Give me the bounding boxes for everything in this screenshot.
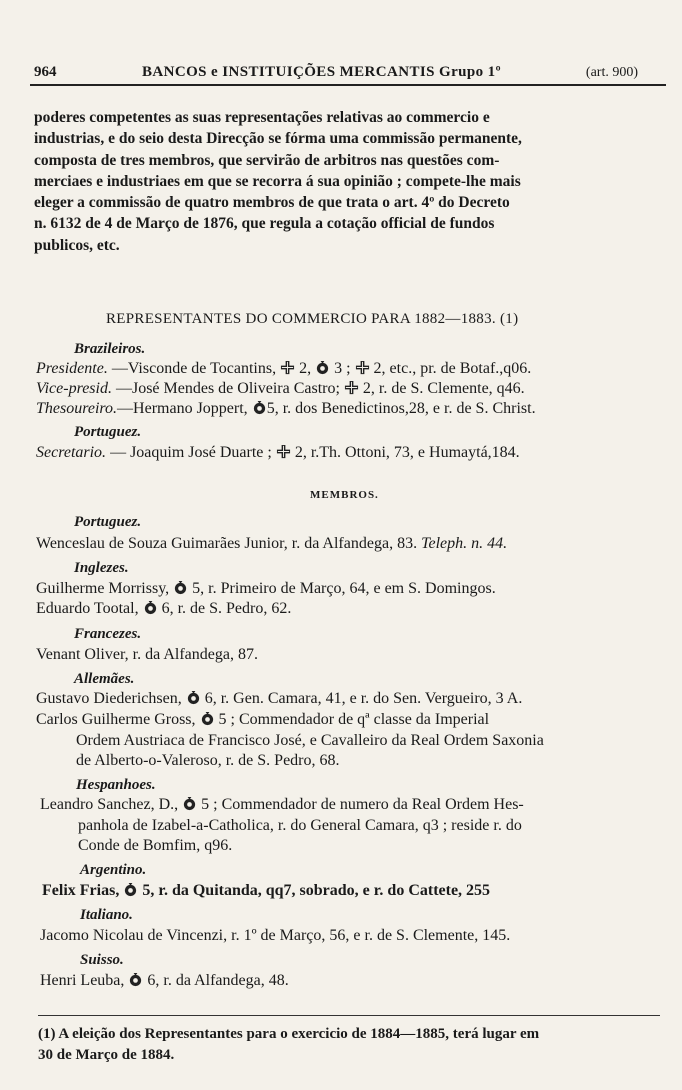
order-of-christ-cross-icon bbox=[355, 360, 370, 375]
intro-line: poderes competentes as suas representações relativas ao commercio e bbox=[34, 109, 490, 126]
section-title: REPRESENTANTES DO COMMERCIO PARA 1882—1883. (1) bbox=[106, 311, 519, 327]
nation-heading-hespanhoes: Hespanhoes. bbox=[76, 777, 156, 793]
member-frias: Felix Frias, 5, r. da Quitanda, qq7, sobrado, e r. do Cattete, 255 bbox=[42, 882, 491, 899]
role-label: Presidente. bbox=[36, 360, 108, 377]
member-oliver: Venant Oliver, r. da Alfandega, 87. bbox=[36, 646, 258, 663]
intro-line: eleger a commissão de quatro membros de que trata o art. 4º do Decreto bbox=[34, 194, 510, 212]
order-of-the-rose-icon bbox=[200, 711, 215, 726]
role-label: Thesoureiro. bbox=[36, 400, 118, 417]
role-label: Vice-presid. bbox=[36, 380, 112, 397]
order-of-christ-cross-icon bbox=[344, 380, 359, 395]
order-of-the-rose-icon bbox=[182, 796, 197, 811]
intro-line: n. 6132 de 4 de Março de 1876, que regula a cotação official de fundos bbox=[34, 215, 495, 233]
member-gross-continued: de Alberto-o-Valeroso, r. de S. Pedro, 68. bbox=[76, 752, 340, 769]
order-of-the-rose-icon bbox=[143, 600, 158, 615]
intro-line: publicos, etc. bbox=[34, 236, 120, 254]
page-header bbox=[30, 62, 666, 86]
member-sanchez-continued: panhola de Izabel-a-Catholica, r. do General Camara, q3 ; reside r. do bbox=[78, 817, 522, 834]
page-number: 964 bbox=[34, 64, 57, 80]
nation-heading-brazileiros: Brazileiros. bbox=[74, 341, 146, 357]
nation-heading-italiano: Italiano. bbox=[80, 907, 133, 923]
nation-heading-suisso: Suisso. bbox=[80, 952, 124, 968]
nation-heading-allemaes: Allemães. bbox=[74, 671, 135, 687]
member-sanchez: Leandro Sanchez, D., 5 ; Commendador de numero da Real Ordem Hes- bbox=[40, 796, 524, 813]
director-secretario: Secretario. — Joaquim José Duarte ; 2, r.Th. Ottoni, 73, e Humaytá,184. bbox=[36, 444, 520, 461]
nation-heading-inglezes: Inglezes. bbox=[74, 560, 129, 576]
director-vice-presidente: Vice-presid. —José Mendes de Oliveira Castro; 2, r. de S. Clemente, q46. bbox=[36, 380, 525, 397]
member-diederichsen: Gustavo Diederichsen, 6, r. Gen. Camara, 41, e r. do Sen. Vergueiro, 3 A. bbox=[36, 690, 523, 707]
director-tesoureiro: Thesoureiro.—Hermano Joppert, 5, r. dos Benedictinos,28, e r. de S. Christ. bbox=[36, 400, 536, 417]
nation-heading-argentino: Argentino. bbox=[80, 862, 147, 878]
director-presidente: Presidente. —Visconde de Tocantins, 2, 3 ; 2, etc., pr. de Botaf.,q06. bbox=[36, 360, 532, 377]
member-gross: Carlos Guilherme Gross, 5 ; Commendador de qª classe da Imperial bbox=[36, 711, 490, 728]
footnote bbox=[38, 1024, 664, 1066]
article-reference: (art. 900) bbox=[585, 65, 638, 80]
intro-paragraph bbox=[34, 107, 660, 256]
member-gross-continued: Ordem Austriaca de Francisco José, e Cavalleiro da Real Ordem Saxonia bbox=[76, 732, 544, 749]
nation-heading-francezes: Francezes. bbox=[74, 626, 142, 642]
member-sanchez-continued: Conde de Bomfim, q96. bbox=[78, 837, 233, 854]
member-vincenzi: Jacomo Nicolau de Vincenzi, r. 1º de Março, 56, e r. de S. Clemente, 145. bbox=[40, 927, 511, 944]
order-of-the-rose-icon bbox=[123, 882, 138, 897]
running-title: BANCOS e INSTITUIÇÕES MERCANTIS Grupo 1º bbox=[142, 64, 501, 80]
footnote-divider bbox=[38, 1015, 660, 1016]
member-wenceslau: Wenceslau de Souza Guimarães Junior, r. da Alfandega, 83. Teleph. n. 44. bbox=[36, 535, 508, 552]
role-label: Secretario. bbox=[36, 444, 107, 461]
membros-heading: MEMBROS. bbox=[310, 489, 379, 501]
order-of-the-rose-icon bbox=[128, 972, 143, 987]
order-of-the-rose-icon bbox=[173, 580, 188, 595]
footnote-line: 30 de Março de 1884. bbox=[38, 1047, 175, 1063]
nation-heading-portuguez: Portuguez. bbox=[74, 424, 142, 440]
nation-heading-portuguez: Portuguez. bbox=[74, 514, 142, 530]
member-tootal: Eduardo Tootal, 6, r. de S. Pedro, 62. bbox=[36, 600, 292, 617]
order-of-christ-cross-icon bbox=[276, 444, 291, 459]
intro-line: composta de tres membros, que servirão de arbitros nas questões com- bbox=[34, 151, 500, 169]
footnote-line: (1) A eleição dos Representantes para o exercicio de 1884—1885, terá lugar em bbox=[38, 1026, 540, 1042]
order-of-the-rose-icon bbox=[315, 360, 330, 375]
intro-line: merciaes e industriaes em que se recorra á sua opinião ; compete-lhe mais bbox=[34, 172, 521, 190]
order-of-the-rose-icon bbox=[252, 400, 267, 415]
member-morrissy: Guilherme Morrissy, 5, r. Primeiro de Março, 64, e em S. Domingos. bbox=[36, 580, 496, 597]
order-of-the-rose-icon bbox=[186, 690, 201, 705]
intro-line: industrias, e do seio desta Direcção se fórma uma commissão permanente, bbox=[34, 130, 522, 148]
order-of-christ-cross-icon bbox=[280, 360, 295, 375]
member-leuba: Henri Leuba, 6, r. da Alfandega, 48. bbox=[40, 972, 289, 989]
